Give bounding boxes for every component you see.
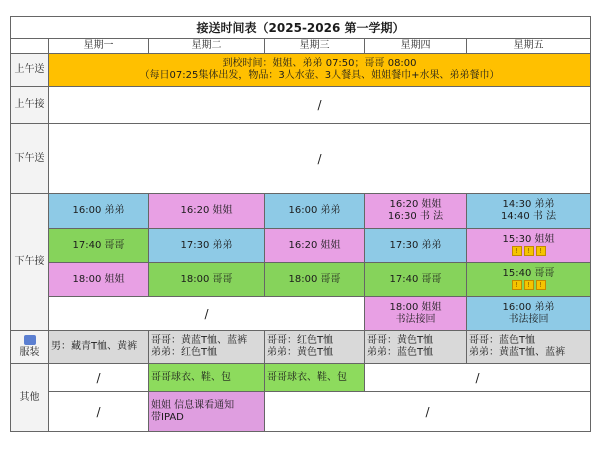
pickup-fri-3-time: 15:40 哥哥: [502, 267, 555, 279]
corner-cell: [11, 39, 49, 54]
pickup-fri-4-time: 16:00 弟弟: [502, 301, 555, 313]
clothing-wed: [265, 331, 365, 364]
pickup-tue-3: 18:00 哥哥: [149, 263, 265, 297]
clothing-thu-line2: 弟弟：蓝色T恤: [367, 347, 434, 358]
day-header-wed: 星期三: [265, 39, 365, 54]
row-label-other: 其他: [11, 364, 49, 432]
departure-items-text: （每日07:25集体出发，物品：3人水壶、3人餐具、姐姐餐巾+水果、弟弟餐巾）: [139, 70, 500, 81]
pickup-fri-2-time: 15:30 姐姐: [502, 233, 555, 245]
table-title: 接送时间表（2025-2026 第一学期）: [11, 17, 591, 39]
pickup-wed-3: 18:00 哥哥: [265, 263, 365, 297]
pickup-thu-4-note: 书法接回: [395, 313, 436, 325]
other-wed-fri-2-empty: /: [265, 392, 591, 432]
pickup-thu-2: 17:30 弟弟: [365, 229, 467, 263]
warning-icons: [469, 246, 588, 258]
row-label-morning-pick: 上午接: [11, 87, 49, 124]
clothing-mon: 男：藏青T恤、黄裤: [49, 331, 149, 364]
row-label-clothing: [11, 331, 49, 364]
pickup-mon-wed-4-empty: /: [49, 297, 365, 331]
pickup-mon-3: 18:00 姐姐: [49, 263, 149, 297]
clothing-fri-line2: 弟弟：黄蓝T恤、蓝裤: [469, 347, 566, 358]
pickup-schedule-table: [10, 16, 591, 432]
pickup-fri-1: [467, 194, 591, 229]
warning-icon: !: [524, 246, 534, 256]
warning-icon: !: [524, 280, 534, 290]
other-tue-2-line1: 姐姐 信息课看通知: [151, 399, 235, 411]
day-header-fri: 星期五: [467, 39, 591, 54]
other-tue-2-line2: 带IPAD: [151, 411, 184, 423]
pickup-fri-4-note: 书法接回: [508, 313, 549, 325]
other-wed-1: 哥哥球衣、鞋、包: [265, 364, 365, 392]
pickup-fri-2: [467, 229, 591, 263]
pickup-mon-2: 17:40 哥哥: [49, 229, 149, 263]
other-tue-2: [149, 392, 265, 432]
other-thu-fri-1-empty: /: [365, 364, 591, 392]
clothing-wed-line2: 弟弟：黄色T恤: [267, 347, 334, 358]
clothing-wed-line1: 哥哥：红色T恤: [267, 335, 334, 346]
warning-icons: [469, 280, 588, 292]
day-header-tue: 星期二: [149, 39, 265, 54]
pickup-thu-4-time: 18:00 姐姐: [389, 301, 442, 313]
clothing-tue-line1: 哥哥：黄蓝T恤、蓝裤: [151, 335, 248, 346]
pickup-fri-1-class: 14:40 书 法: [500, 211, 557, 222]
warning-icon: !: [512, 280, 522, 290]
pickup-mon-1: 16:00 弟弟: [49, 194, 149, 229]
clothing-thu: [365, 331, 467, 364]
clothing-tue-line2: 弟弟：红色T恤: [151, 347, 218, 358]
afternoon-drop-empty: /: [49, 124, 591, 194]
row-label-afternoon-pick: 下午接: [11, 194, 49, 331]
shirt-icon: [24, 335, 36, 345]
warning-icon: !: [536, 280, 546, 290]
pickup-fri-3: [467, 263, 591, 297]
pickup-thu-4: [365, 297, 467, 331]
pickup-tue-1: 16:20 姐姐: [149, 194, 265, 229]
warning-icon: !: [512, 246, 522, 256]
pickup-tue-2: 17:30 弟弟: [149, 229, 265, 263]
day-header-thu: 星期四: [365, 39, 467, 54]
pickup-thu-3: 17:40 哥哥: [365, 263, 467, 297]
pickup-fri-1-time: 14:30 弟弟: [502, 199, 555, 210]
pickup-thu-1-class: 16:30 书 法: [387, 211, 444, 222]
pickup-wed-1: 16:00 弟弟: [265, 194, 365, 229]
clothing-tue: [149, 331, 265, 364]
pickup-thu-1-time: 16:20 姐姐: [389, 199, 442, 210]
clothing-thu-line1: 哥哥：黄色T恤: [367, 335, 434, 346]
morning-pick-empty: /: [49, 87, 591, 124]
pickup-fri-4: [467, 297, 591, 331]
morning-drop-info: [49, 54, 591, 87]
clothing-fri-line1: 哥哥：蓝色T恤: [469, 335, 536, 346]
clothing-label-text: 服装: [19, 347, 40, 358]
warning-icon: !: [536, 246, 546, 256]
arrival-time-text: 到校时间：姐姐、弟弟 07:50；哥哥 08:00: [222, 58, 417, 69]
other-tue-1: 哥哥球衣、鞋、包: [149, 364, 265, 392]
other-mon-2-empty: /: [49, 392, 149, 432]
pickup-thu-1: [365, 194, 467, 229]
row-label-morning-drop: 上午送: [11, 54, 49, 87]
clothing-fri: [467, 331, 591, 364]
day-header-mon: 星期一: [49, 39, 149, 54]
other-mon-1-empty: /: [49, 364, 149, 392]
row-label-afternoon-drop: 下午送: [11, 124, 49, 194]
pickup-wed-2: 16:20 姐姐: [265, 229, 365, 263]
